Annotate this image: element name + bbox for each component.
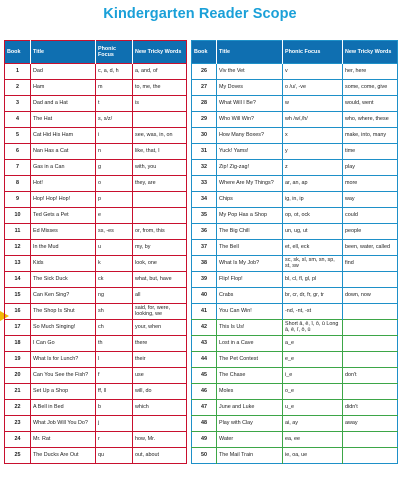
cell-book: 42 bbox=[192, 320, 217, 336]
cell-book: 47 bbox=[192, 400, 217, 416]
cell-tricky-words: who, where, these bbox=[343, 112, 398, 128]
cell-title: Kids bbox=[31, 256, 96, 272]
cell-tricky-words: which bbox=[133, 400, 187, 416]
cell-phonic-focus: wh /w/,/h/ bbox=[283, 112, 343, 128]
cell-tricky-words: their bbox=[133, 352, 187, 368]
cell-title: Ted Gets a Pet bbox=[31, 208, 96, 224]
table-row bbox=[192, 304, 398, 320]
cell-title: The Ducks Are Out bbox=[31, 448, 96, 464]
cell-book: 17 bbox=[5, 320, 31, 336]
cell-title: Hot! bbox=[31, 176, 96, 192]
cell-tricky-words: use bbox=[133, 368, 187, 384]
cell-book: 28 bbox=[192, 96, 217, 112]
cell-phonic-focus: b bbox=[96, 400, 133, 416]
cell-phonic-focus: o /u/, -ve bbox=[283, 80, 343, 96]
cell-title: Can You See the Fish? bbox=[31, 368, 96, 384]
cell-book: 16 bbox=[5, 304, 31, 320]
cell-title: The Bell bbox=[217, 240, 283, 256]
cell-phonic-focus: c, a, d, h bbox=[96, 64, 133, 80]
cell-title: Yuck! Yams! bbox=[217, 144, 283, 160]
cell-book: 23 bbox=[5, 416, 31, 432]
cell-tricky-words: don't bbox=[343, 368, 398, 384]
cell-phonic-focus: l bbox=[96, 352, 133, 368]
cell-phonic-focus: ff, ll bbox=[96, 384, 133, 400]
cell-tricky-words: said, for, were, looking, we bbox=[133, 304, 187, 320]
cell-title: The Shop Is Shut bbox=[31, 304, 96, 320]
cell-phonic-focus: t bbox=[96, 96, 133, 112]
table-row bbox=[192, 272, 398, 288]
cell-phonic-focus: ar, an, ap bbox=[283, 176, 343, 192]
cell-tricky-words: will, do bbox=[133, 384, 187, 400]
cell-phonic-focus: n bbox=[96, 144, 133, 160]
cell-tricky-words bbox=[343, 272, 398, 288]
cell-title: Viv the Vet bbox=[217, 64, 283, 80]
header-book: Book bbox=[192, 41, 217, 64]
table-row bbox=[5, 320, 187, 336]
cell-tricky-words bbox=[343, 304, 398, 320]
cell-tricky-words bbox=[343, 432, 398, 448]
cell-title: This Is Us! bbox=[217, 320, 283, 336]
cell-book: 32 bbox=[192, 160, 217, 176]
cell-phonic-focus: i_e bbox=[283, 368, 343, 384]
cell-phonic-focus: r bbox=[96, 432, 133, 448]
cell-book: 12 bbox=[5, 240, 31, 256]
cell-book: 25 bbox=[5, 448, 31, 464]
cell-phonic-focus: z bbox=[283, 160, 343, 176]
table-row bbox=[192, 336, 398, 352]
cell-phonic-focus: th bbox=[96, 336, 133, 352]
cell-phonic-focus: ch bbox=[96, 320, 133, 336]
table-row bbox=[192, 160, 398, 176]
cell-phonic-focus: y bbox=[283, 144, 343, 160]
cell-book: 22 bbox=[5, 400, 31, 416]
cell-title: The Big Chill bbox=[217, 224, 283, 240]
cell-title: Can Ken Sing? bbox=[31, 288, 96, 304]
cell-book: 20 bbox=[5, 368, 31, 384]
cell-tricky-words: down, now bbox=[343, 288, 398, 304]
cell-book: 26 bbox=[192, 64, 217, 80]
cell-tricky-words bbox=[133, 112, 187, 128]
table-row bbox=[5, 304, 187, 320]
cell-book: 45 bbox=[192, 368, 217, 384]
table-row bbox=[5, 160, 187, 176]
cell-book: 11 bbox=[5, 224, 31, 240]
cell-title: Set Up a Shop bbox=[31, 384, 96, 400]
table-row bbox=[192, 208, 398, 224]
cell-title: What Is for Lunch? bbox=[31, 352, 96, 368]
cell-tricky-words: your, when bbox=[133, 320, 187, 336]
cell-tricky-words bbox=[133, 416, 187, 432]
cell-book: 36 bbox=[192, 224, 217, 240]
cell-tricky-words: see, was, in, on bbox=[133, 128, 187, 144]
table-row bbox=[192, 224, 398, 240]
cell-phonic-focus: sh bbox=[96, 304, 133, 320]
cell-title: Who Will Win? bbox=[217, 112, 283, 128]
cell-title: My Doves bbox=[217, 80, 283, 96]
cell-book: 33 bbox=[192, 176, 217, 192]
cell-book: 4 bbox=[5, 112, 31, 128]
cell-title: My Pop Has a Shop bbox=[217, 208, 283, 224]
table-row bbox=[5, 432, 187, 448]
cell-tricky-words: is bbox=[133, 96, 187, 112]
table-row bbox=[192, 144, 398, 160]
cell-tricky-words bbox=[343, 352, 398, 368]
cell-title: So Much Singing! bbox=[31, 320, 96, 336]
cell-phonic-focus: u bbox=[96, 240, 133, 256]
cell-tricky-words: would, went bbox=[343, 96, 398, 112]
header-title: Title bbox=[217, 41, 283, 64]
cell-tricky-words bbox=[343, 448, 398, 464]
table-row bbox=[5, 384, 187, 400]
cell-phonic-focus: ie, oa, ue bbox=[283, 448, 343, 464]
cell-book: 15 bbox=[5, 288, 31, 304]
table-row bbox=[5, 144, 187, 160]
cell-book: 38 bbox=[192, 256, 217, 272]
table-row bbox=[192, 96, 398, 112]
cell-tricky-words: they, are bbox=[133, 176, 187, 192]
cell-tricky-words: out, about bbox=[133, 448, 187, 464]
table-row bbox=[192, 384, 398, 400]
cell-tricky-words: find bbox=[343, 256, 398, 272]
cell-book: 41 bbox=[192, 304, 217, 320]
cell-phonic-focus: ai, ay bbox=[283, 416, 343, 432]
cell-phonic-focus: f bbox=[96, 368, 133, 384]
cell-tricky-words: her, here bbox=[343, 64, 398, 80]
cell-phonic-focus: -nd, -nt, -st bbox=[283, 304, 343, 320]
cell-tricky-words: or, from, this bbox=[133, 224, 187, 240]
cell-phonic-focus: br, cr, dr, fr, gr, tr bbox=[283, 288, 343, 304]
cell-title: Crabs bbox=[217, 288, 283, 304]
table-row bbox=[192, 368, 398, 384]
cell-book: 49 bbox=[192, 432, 217, 448]
cell-tricky-words bbox=[133, 208, 187, 224]
cell-book: 8 bbox=[5, 176, 31, 192]
table-row bbox=[5, 224, 187, 240]
table-row bbox=[192, 352, 398, 368]
table-row bbox=[5, 128, 187, 144]
cell-tricky-words: time bbox=[343, 144, 398, 160]
cell-phonic-focus: w bbox=[283, 96, 343, 112]
table-row bbox=[5, 256, 187, 272]
cell-tricky-words: some, come, give bbox=[343, 80, 398, 96]
table-row bbox=[5, 240, 187, 256]
cell-title: Play with Clay bbox=[217, 416, 283, 432]
table-row bbox=[192, 112, 398, 128]
cell-title: Flip! Flop! bbox=[217, 272, 283, 288]
cell-title: Nan Has a Cat bbox=[31, 144, 96, 160]
cell-phonic-focus: Short ā, ē, ī, ō, ū Long ā, ē, ī, ō, ū bbox=[283, 320, 343, 336]
cell-phonic-focus: v bbox=[283, 64, 343, 80]
table-row bbox=[5, 192, 187, 208]
cell-title: Lost in a Cave bbox=[217, 336, 283, 352]
cell-title: In the Mud bbox=[31, 240, 96, 256]
cell-book: 18 bbox=[5, 336, 31, 352]
cell-book: 1 bbox=[5, 64, 31, 80]
cell-phonic-focus: ng bbox=[96, 288, 133, 304]
cell-tricky-words: a, and, of bbox=[133, 64, 187, 80]
cell-phonic-focus: o_e bbox=[283, 384, 343, 400]
cell-phonic-focus: s, s/z/ bbox=[96, 112, 133, 128]
cell-book: 35 bbox=[192, 208, 217, 224]
cell-title: Water bbox=[217, 432, 283, 448]
cell-phonic-focus: et, ell, eck bbox=[283, 240, 343, 256]
cell-book: 14 bbox=[5, 272, 31, 288]
table-row bbox=[192, 240, 398, 256]
cell-book: 9 bbox=[5, 192, 31, 208]
table-row bbox=[192, 448, 398, 464]
header-tricky-words: New Tricky Words bbox=[133, 41, 187, 64]
table-row bbox=[192, 320, 398, 336]
cell-phonic-focus: g bbox=[96, 160, 133, 176]
table-row bbox=[5, 64, 187, 80]
cell-book: 31 bbox=[192, 144, 217, 160]
cell-title: The Pet Contest bbox=[217, 352, 283, 368]
cell-book: 24 bbox=[5, 432, 31, 448]
cell-book: 19 bbox=[5, 352, 31, 368]
cell-phonic-focus: o bbox=[96, 176, 133, 192]
cell-title: Dad and a Hat bbox=[31, 96, 96, 112]
table-row bbox=[5, 112, 187, 128]
cell-book: 10 bbox=[5, 208, 31, 224]
table-row bbox=[192, 64, 398, 80]
cell-tricky-words: didn't bbox=[343, 400, 398, 416]
cell-book: 43 bbox=[192, 336, 217, 352]
scope-table-left bbox=[4, 40, 187, 464]
cell-book: 21 bbox=[5, 384, 31, 400]
cell-title: June and Luke bbox=[217, 400, 283, 416]
cell-tricky-words: been, water, called bbox=[343, 240, 398, 256]
table-row bbox=[5, 96, 187, 112]
cell-tricky-words bbox=[343, 320, 398, 336]
cell-phonic-focus: e bbox=[96, 208, 133, 224]
cell-phonic-focus: p bbox=[96, 192, 133, 208]
table-row bbox=[5, 272, 187, 288]
header-phonic-focus: Phonic Focus bbox=[283, 41, 343, 64]
cell-phonic-focus: u_e bbox=[283, 400, 343, 416]
cell-tricky-words: people bbox=[343, 224, 398, 240]
cell-tricky-words: there bbox=[133, 336, 187, 352]
table-row bbox=[5, 416, 187, 432]
cell-title: Ham bbox=[31, 80, 96, 96]
cell-tricky-words: like, that, I bbox=[133, 144, 187, 160]
cell-phonic-focus: qu bbox=[96, 448, 133, 464]
cell-phonic-focus: ss, -es bbox=[96, 224, 133, 240]
table-row bbox=[5, 336, 187, 352]
table-row bbox=[5, 368, 187, 384]
cell-tricky-words: with, you bbox=[133, 160, 187, 176]
cell-tricky-words: to, me, the bbox=[133, 80, 187, 96]
cell-book: 39 bbox=[192, 272, 217, 288]
table-row bbox=[192, 432, 398, 448]
cell-title: Moles bbox=[217, 384, 283, 400]
header-book: Book bbox=[5, 41, 31, 64]
cell-book: 2 bbox=[5, 80, 31, 96]
cell-title: The Hat bbox=[31, 112, 96, 128]
cell-tricky-words bbox=[343, 384, 398, 400]
cell-title: Chips bbox=[217, 192, 283, 208]
table-row bbox=[192, 288, 398, 304]
scope-table-right bbox=[191, 40, 398, 464]
cell-phonic-focus: ig, in, ip bbox=[283, 192, 343, 208]
cell-title: Cat Hid His Ham bbox=[31, 128, 96, 144]
cell-book: 13 bbox=[5, 256, 31, 272]
table-row bbox=[192, 176, 398, 192]
cell-title: Mr. Rat bbox=[31, 432, 96, 448]
cell-title: The Chase bbox=[217, 368, 283, 384]
table-row bbox=[5, 288, 187, 304]
cell-book: 29 bbox=[192, 112, 217, 128]
cell-phonic-focus: ea, ee bbox=[283, 432, 343, 448]
cell-title: The Mail Train bbox=[217, 448, 283, 464]
cell-title: Zip! Zig-zag! bbox=[217, 160, 283, 176]
cell-phonic-focus: ck bbox=[96, 272, 133, 288]
cell-phonic-focus: op, ot, ock bbox=[283, 208, 343, 224]
cell-tricky-words: how, Mr. bbox=[133, 432, 187, 448]
table-row bbox=[192, 400, 398, 416]
cell-phonic-focus: un, ug, ut bbox=[283, 224, 343, 240]
cell-tricky-words: my, by bbox=[133, 240, 187, 256]
header-phonic-focus: Phonic Focus bbox=[96, 41, 133, 64]
cell-tricky-words: more bbox=[343, 176, 398, 192]
cell-phonic-focus: j bbox=[96, 416, 133, 432]
cell-title: What Will I Be? bbox=[217, 96, 283, 112]
cell-phonic-focus: e_e bbox=[283, 352, 343, 368]
cell-tricky-words: look, one bbox=[133, 256, 187, 272]
table-row bbox=[5, 80, 187, 96]
cell-phonic-focus: bl, cl, fl, gl, pl bbox=[283, 272, 343, 288]
cell-tricky-words: away bbox=[343, 416, 398, 432]
cell-book: 44 bbox=[192, 352, 217, 368]
cell-tricky-words bbox=[343, 336, 398, 352]
cell-title: Gas in a Can bbox=[31, 160, 96, 176]
cell-book: 37 bbox=[192, 240, 217, 256]
table-row bbox=[5, 208, 187, 224]
cell-title: Dad bbox=[31, 64, 96, 80]
cell-book: 30 bbox=[192, 128, 217, 144]
cell-book: 50 bbox=[192, 448, 217, 464]
cell-phonic-focus: x bbox=[283, 128, 343, 144]
table-row bbox=[5, 400, 187, 416]
cell-title: A Bell in Bed bbox=[31, 400, 96, 416]
table-row bbox=[5, 176, 187, 192]
table-row bbox=[5, 352, 187, 368]
cell-book: 5 bbox=[5, 128, 31, 144]
cell-title: Hop! Hop! Hop! bbox=[31, 192, 96, 208]
cell-book: 27 bbox=[192, 80, 217, 96]
cell-book: 48 bbox=[192, 416, 217, 432]
cell-phonic-focus: k bbox=[96, 256, 133, 272]
cell-book: 40 bbox=[192, 288, 217, 304]
cell-book: 7 bbox=[5, 160, 31, 176]
table-row bbox=[192, 192, 398, 208]
header-tricky-words: New Tricky Words bbox=[343, 41, 398, 64]
cell-tricky-words: make, into, many bbox=[343, 128, 398, 144]
cell-tricky-words: way bbox=[343, 192, 398, 208]
cell-book: 46 bbox=[192, 384, 217, 400]
cell-title: The Sick Duck bbox=[31, 272, 96, 288]
page-title: Kindergarten Reader Scope bbox=[103, 6, 297, 22]
cell-tricky-words: could bbox=[343, 208, 398, 224]
table-row bbox=[192, 80, 398, 96]
cell-phonic-focus: m bbox=[96, 80, 133, 96]
cell-book: 34 bbox=[192, 192, 217, 208]
cell-title: What Job Will You Do? bbox=[31, 416, 96, 432]
cell-tricky-words: all bbox=[133, 288, 187, 304]
cell-book: 6 bbox=[5, 144, 31, 160]
cell-phonic-focus: i bbox=[96, 128, 133, 144]
cell-tricky-words: what, but, have bbox=[133, 272, 187, 288]
cell-title: Ed Misses bbox=[31, 224, 96, 240]
table-row bbox=[5, 448, 187, 464]
table-row bbox=[192, 416, 398, 432]
cell-tricky-words bbox=[133, 192, 187, 208]
header-title: Title bbox=[31, 41, 96, 64]
cell-phonic-focus: a_e bbox=[283, 336, 343, 352]
cell-title: I Can Go bbox=[31, 336, 96, 352]
table-row bbox=[192, 256, 398, 272]
table-row bbox=[192, 128, 398, 144]
cell-tricky-words: play bbox=[343, 160, 398, 176]
cell-phonic-focus: sc, sk, sl, sm, sn, sp, st, sw bbox=[283, 256, 343, 272]
cell-book: 3 bbox=[5, 96, 31, 112]
cell-title: What Is My Job? bbox=[217, 256, 283, 272]
cell-title: You Can Win! bbox=[217, 304, 283, 320]
cell-title: How Many Boxes? bbox=[217, 128, 283, 144]
cell-title: Where Are My Things? bbox=[217, 176, 283, 192]
